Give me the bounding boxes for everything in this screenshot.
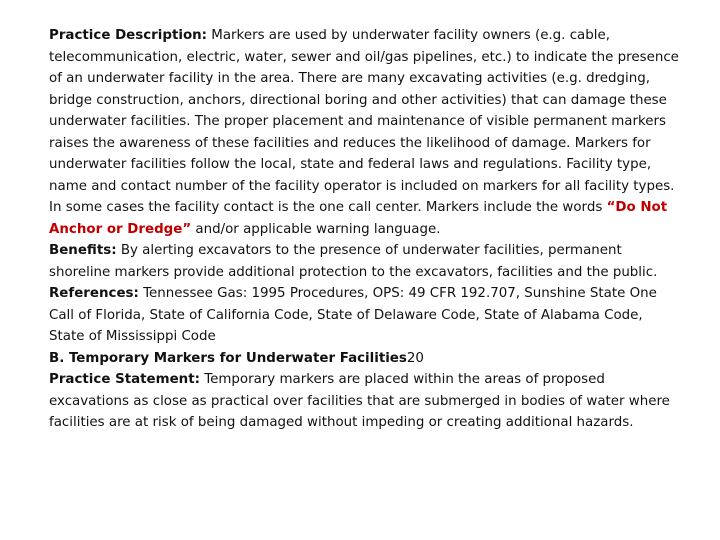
practice-description-label: Practice Description:: [49, 28, 208, 43]
benefits-label: Benefits:: [49, 243, 117, 258]
references-text: Tennessee Gas: 1995 Procedures, OPS: 49 CFR 192.707, Sunshine State One Call of Florida, State of California Code, State of Delaware Code, State of Alabama Code, State of Mississippi Code: [49, 286, 657, 344]
section-b-heading: [49, 348, 680, 370]
practice-description-text: Markers are used by underwater facility owners (e.g. cable, telecommunication, electric, water, sewer and oil/gas pipelines, etc.) to indicate the presence of an underwater facility in the area. There are many excavating activities (e.g. dredging, bridge construction, anchors, directional boring and other activities) that can damage these underwater facilities. The proper placement and maintenance of visible permanent markers raises the awareness of these facilities and reduces the likelihood of damage. Markers for underwater facilities follow the local, state and federal laws and regulations. Facility type, name and contact number of the facility operator is included on markers for all facility types. In some cases the facility contact is the one call center. Markers include the words: [49, 28, 679, 215]
practice-description: [49, 25, 680, 240]
section-b-number: 20: [406, 350, 424, 366]
references-label: References:: [49, 286, 139, 301]
practice-description-tail: and/or applicable warning language.: [191, 221, 441, 237]
practice-statement-label: Practice Statement:: [49, 372, 200, 387]
benefits: [49, 240, 680, 283]
section-b-title: B. Temporary Markers for Underwater Facilities: [49, 350, 407, 366]
practice-statement: [49, 369, 680, 434]
warning-phrase: “Do Not Anchor or Dredge”: [49, 200, 668, 237]
benefits-text: By alerting excavators to the presence of underwater facilities, permanent shoreline markers provide additional protection to the excavators, facilities and the public.: [49, 243, 658, 280]
references: [49, 283, 680, 348]
practice-statement-text: Temporary markers are placed within the areas of proposed excavations as close as practical over facilities that are submerged in bodies of water where facilities are at risk of being damaged without impeding or creating additional hazards.: [49, 372, 670, 430]
